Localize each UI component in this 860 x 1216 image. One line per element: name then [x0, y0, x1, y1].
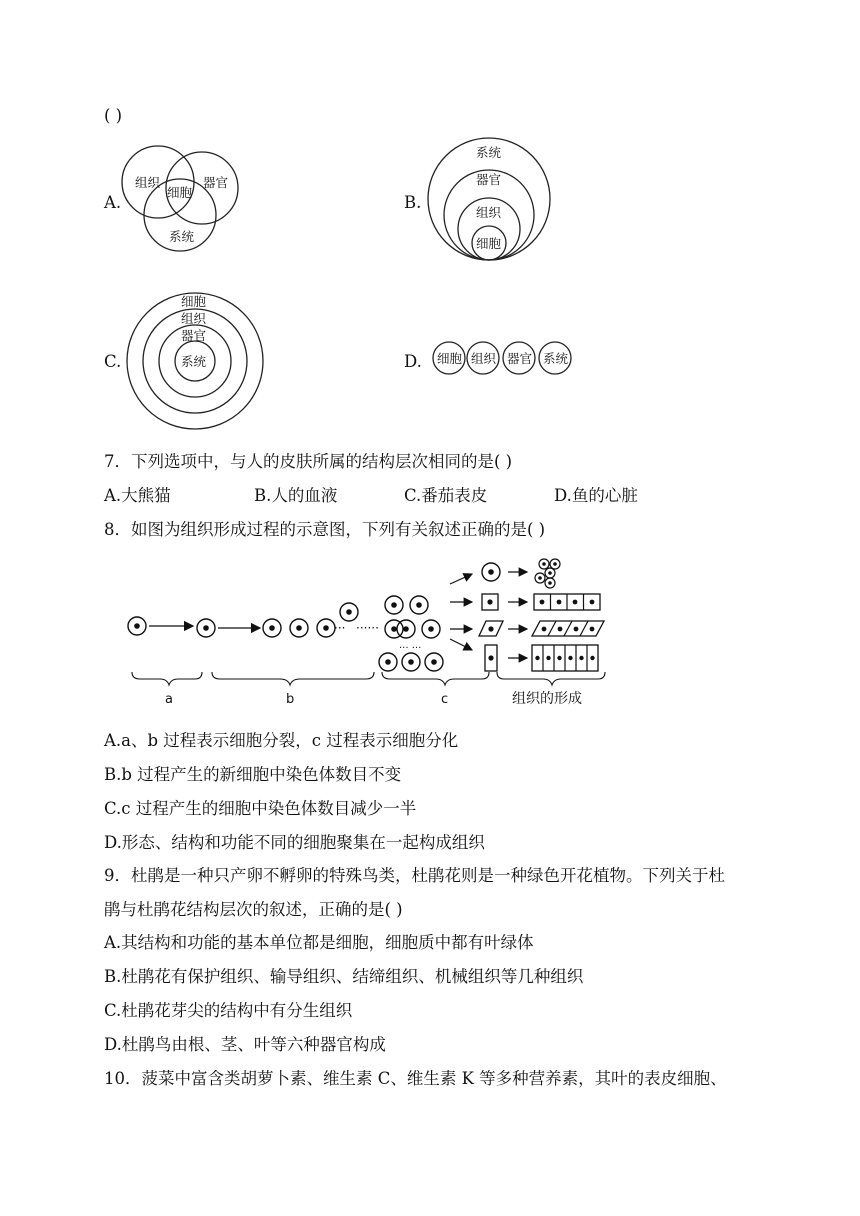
q8-option-b: B.b 过程产生的新细胞中染色体数目不变 — [104, 765, 402, 784]
concentric-c-zuzhi: 组织 — [181, 311, 207, 326]
nested-b-xibao: 细胞 — [476, 236, 502, 251]
q7-option-c: C.番茄表皮 — [404, 486, 488, 505]
brace-b — [212, 672, 374, 685]
tissue-rect-row — [532, 645, 598, 671]
row-circles-d — [430, 341, 575, 377]
tissue-round-cluster — [535, 559, 560, 588]
q7-stem: 7．下列选项中，与人的皮肤所属的结构层次相同的是( ) — [104, 452, 513, 471]
q8-option-c: C.c 过程产生的细胞中染色体数目减少一半 — [104, 799, 417, 818]
q7-option-a: A.大熊猫 — [104, 486, 171, 505]
label-c: c — [441, 692, 449, 707]
q8-option-a: A.a、b 过程表示细胞分裂，c 过程表示细胞分化 — [104, 731, 459, 750]
q10-stem-line1: 10．菠菜中富含类胡萝卜素、维生素 C、维生素 K 等多种营养素，其叶的表皮细胞、 — [104, 1069, 727, 1088]
concentric-c-xitong: 系统 — [181, 354, 207, 369]
concentric-circles-c — [122, 290, 272, 435]
nested-b-qiguan: 器官 — [476, 172, 502, 187]
q9-stem-line1: 9．杜鹃是一种只产卵不孵卵的特殊鸟类，杜鹃花则是一种绿色开花植物。下列关于杜 — [104, 866, 725, 885]
option-b-label: B. — [404, 193, 422, 212]
q9-option-d: D.杜鹃鸟由根、茎、叶等六种器官构成 — [104, 1035, 386, 1054]
row-d-zuzhi: 组织 — [471, 351, 497, 366]
concentric-c-qiguan: 器官 — [181, 328, 207, 343]
diff-cell-parallelogram — [479, 621, 503, 636]
option-a-label: A. — [104, 193, 122, 212]
tissue-formation-diagram — [120, 552, 615, 712]
tissue-formation-caption: 组织的形成 — [512, 691, 582, 707]
concentric-c-xibao: 细胞 — [181, 294, 207, 309]
ellipsis-3: ··· ··· — [399, 643, 422, 654]
q9-option-c: C.杜鹃花芽尖的结构中有分生组织 — [104, 1001, 353, 1020]
nested-b-zuzhi: 组织 — [476, 205, 502, 220]
q9-stem-line2: 鹃与杜鹃花结构层次的叙述，正确的是( ) — [104, 900, 403, 919]
diff-cell-rect — [485, 645, 497, 671]
diff-cell-round — [482, 563, 500, 581]
diff-cell-square — [482, 594, 498, 610]
venn-a-xitong: 系统 — [169, 229, 195, 244]
brace-c — [382, 672, 489, 685]
tissue-square-row — [534, 594, 600, 610]
cell-a-end — [197, 619, 215, 637]
brace-a — [132, 672, 202, 685]
venn-diagram-a — [120, 140, 250, 255]
q7-option-b: B.人的血液 — [254, 486, 338, 505]
cell-a-start — [128, 617, 146, 635]
q8-option-d: D.形态、结构和功能不同的细胞聚集在一起构成组织 — [104, 833, 485, 852]
row-d-xibao: 细胞 — [437, 351, 463, 366]
row-d-qiguan: 器官 — [507, 351, 533, 366]
ellipsis-1: ··· — [334, 621, 346, 635]
arrow-diff-1 — [450, 574, 472, 584]
label-a: a — [165, 692, 173, 707]
row-d-xitong: 系统 — [543, 351, 569, 366]
question-blank-paren: ( ) — [104, 106, 123, 125]
brace-tissue — [497, 672, 605, 685]
tissue-parallelogram-row — [532, 621, 604, 636]
nested-b-xitong: 系统 — [476, 145, 502, 160]
option-d-label: D. — [404, 352, 422, 371]
venn-a-qiguan: 器官 — [203, 175, 229, 190]
venn-a-zuzhi: 组织 — [135, 175, 161, 190]
q9-option-a: A.其结构和功能的基本单位都是细胞，细胞质中都有叶绿体 — [104, 933, 534, 952]
label-b: b — [286, 692, 295, 707]
venn-a-xibao: 细胞 — [167, 185, 193, 200]
option-c-label: C. — [104, 352, 122, 371]
q7-option-d: D.鱼的心脏 — [554, 486, 638, 505]
ellipsis-2: ······ — [356, 621, 379, 635]
cells-c — [379, 596, 443, 671]
arrow-diff-4 — [450, 639, 472, 650]
q9-option-b: B.杜鹃花有保护组织、输导组织、结缔组织、机械组织等几种组织 — [104, 967, 584, 986]
nested-circles-b — [425, 136, 555, 266]
q8-stem: 8．如图为组织形成过程的示意图，下列有关叙述正确的是( ) — [104, 520, 546, 539]
